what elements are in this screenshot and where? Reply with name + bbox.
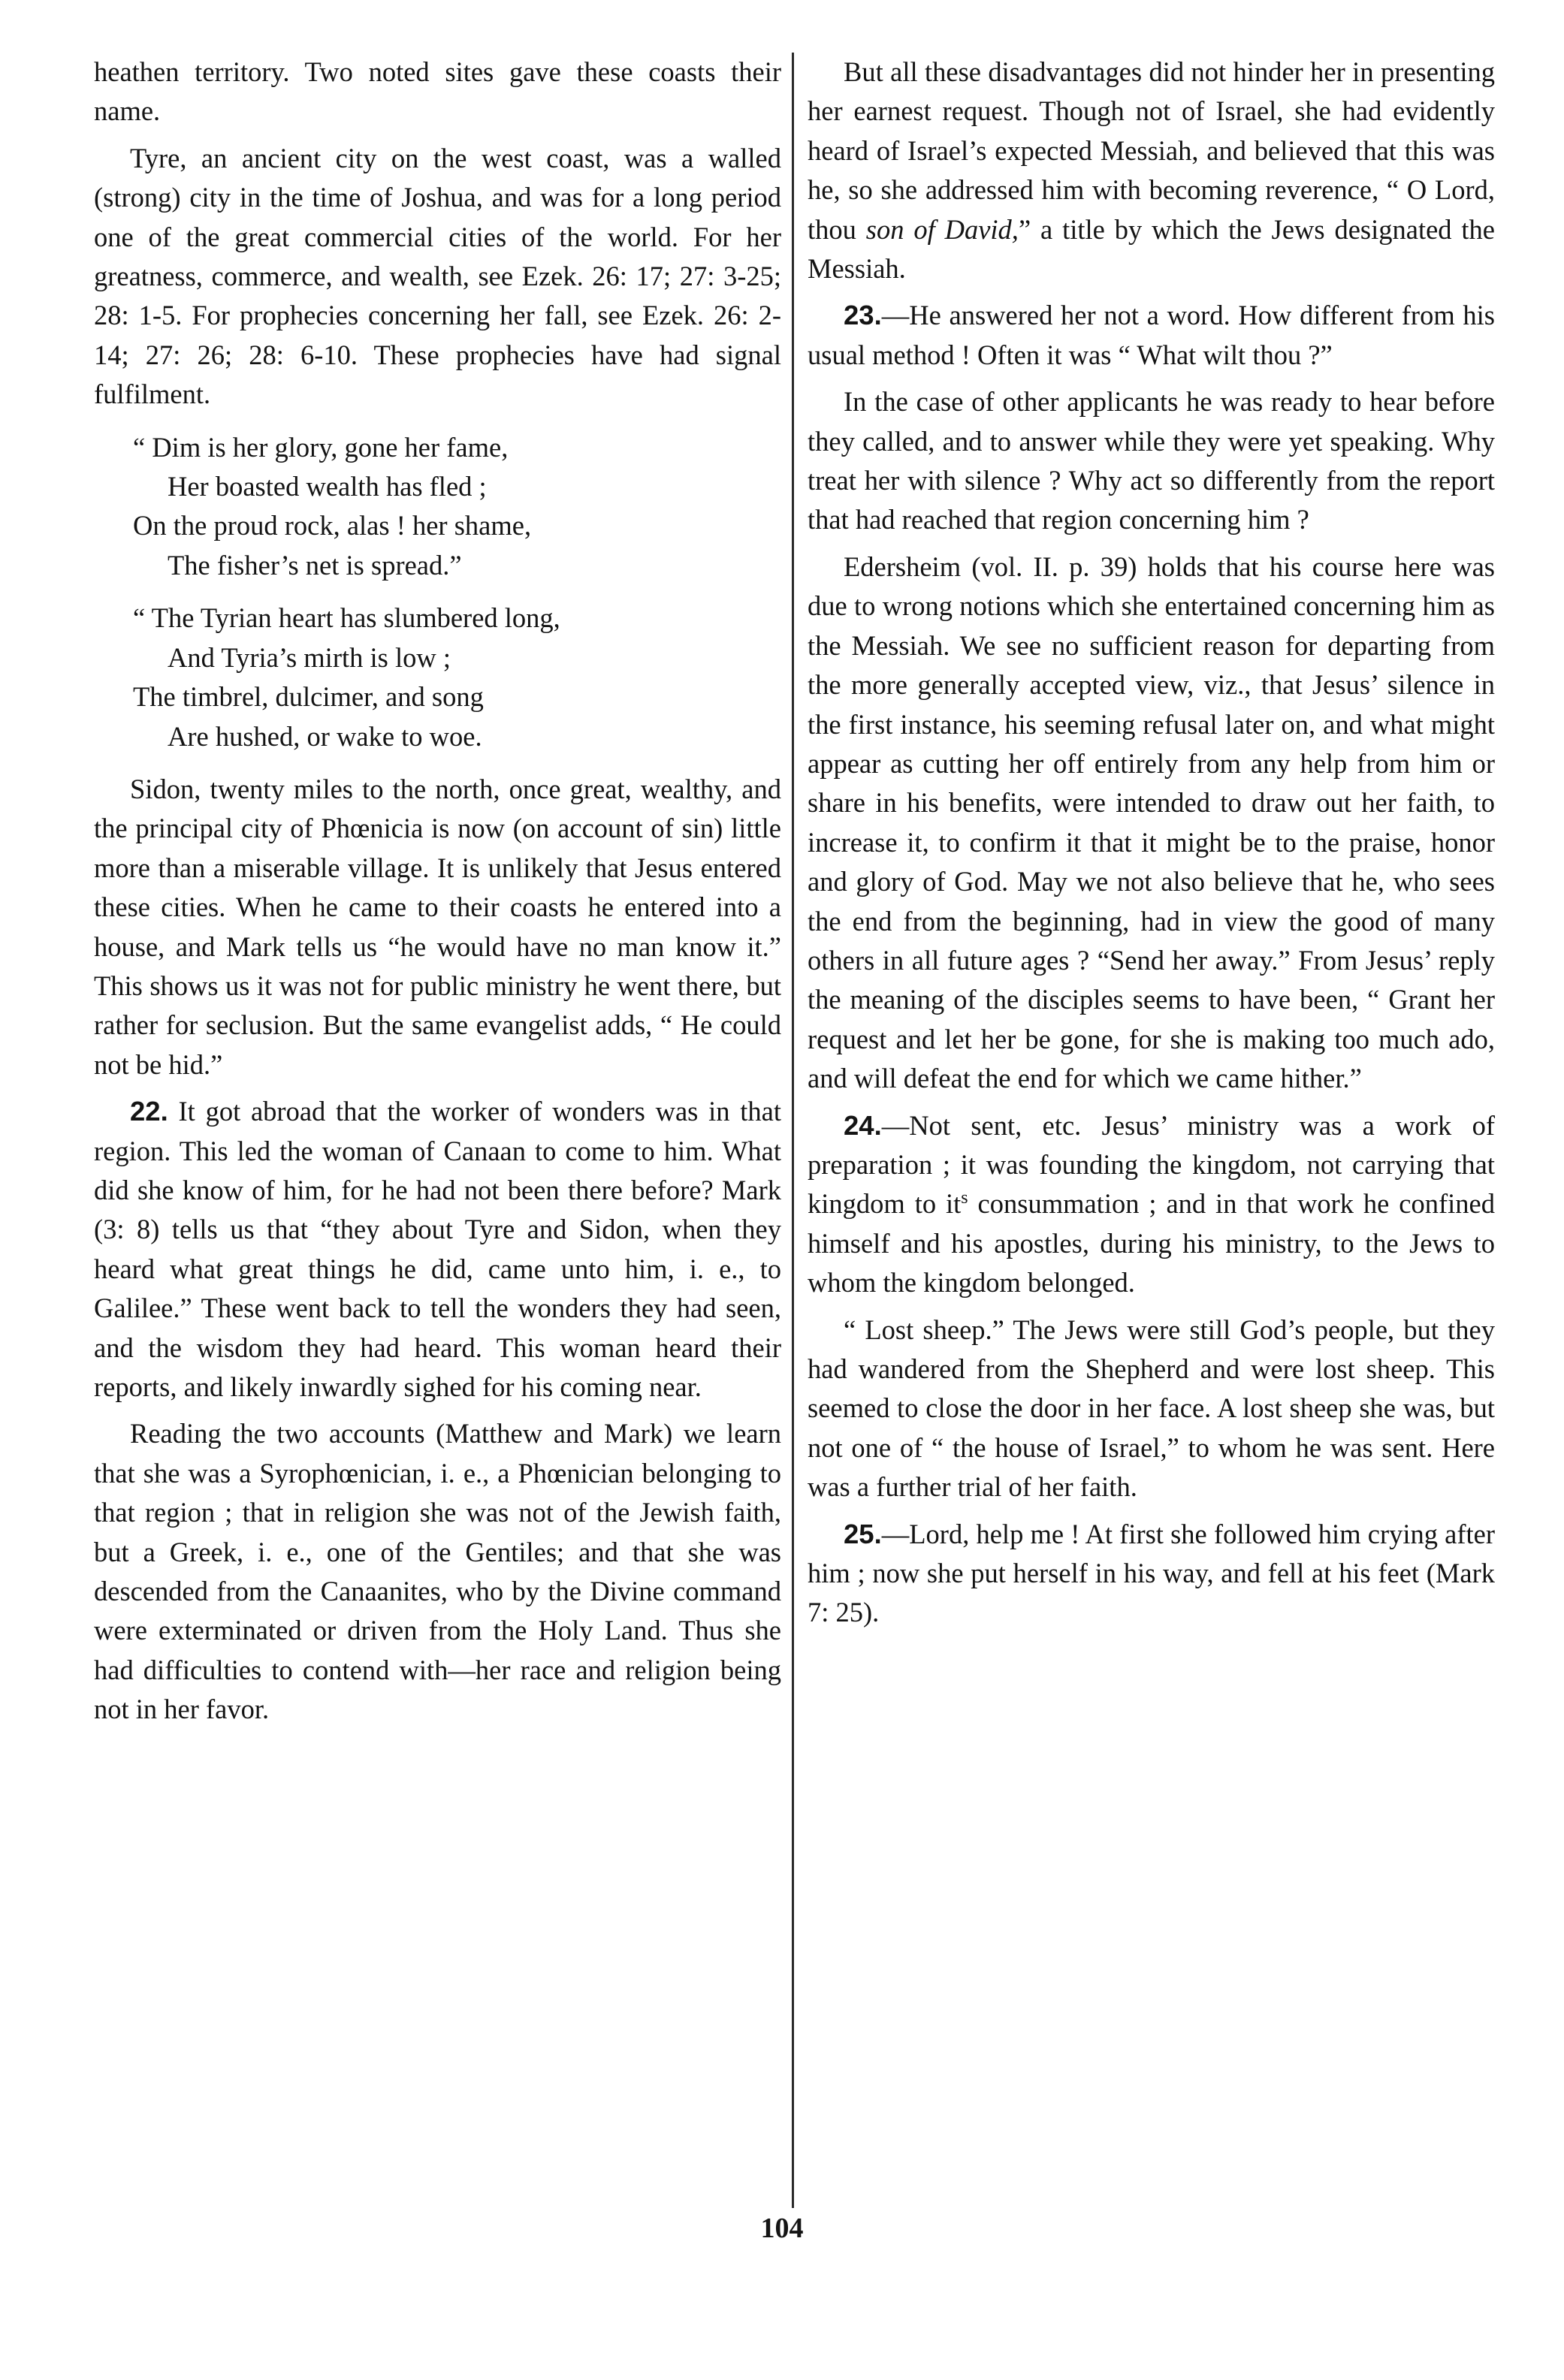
paragraph-text: —Not sent, etc. Jesus’ ministry was a work of preparation ; it was founding the kingdom, not carrying that kingdom to it bbox=[808, 1109, 1495, 1220]
paragraph: Reading the two accounts (Matthew and Mark) we learn that she was a Syrophœnician, i. e., a Phœnician belonging to that region ; that in religion she was not of the Jewish faith, but a Greek, i. e., one of the Gentiles; and that she was descended from the Canaanites, who by the Divine command were exterminated or driven from the Holy Land. Thus she had difficulties to contend with—her race and religion being not in her favor. bbox=[94, 1418, 781, 1725]
left-column bbox=[94, 53, 781, 1737]
paragraph-text: But all these disadvantages did not hinder her in presenting her earnest request. Though not of Israel, she had evidently heard of Israel’s expected Messiah, and believed that this was he, so she addressed him with becoming reverence, “ O Lord, thou bbox=[808, 56, 1495, 245]
poem-line: Her boasted wealth has fled ; bbox=[168, 471, 487, 502]
paragraph: Edersheim (vol. II. p. 39) holds that his course here was due to wrong notions which she entertained concerning him as the Messiah. We see no sufficient reason for departing from the more generally accepted view, viz., that Jesus’ silence in the first instance, his seeming refusal later on, and what might appear as cutting her off entirely from any help from him or share in his benefits, were intended to draw out her faith, to increase it, to confirm it that it might be to the praise, honor and glory of God. May we not also believe that he, who sees the end from the beginning, had in view the good of many others in all future ages ? “Send her away.” From Jesus’ reply the meaning of the disciples seems to have been, “ Grant her request and let her be gone, for she is making too much ado, and will defeat the end for which we came hither.” bbox=[808, 551, 1495, 1094]
paragraph bbox=[808, 296, 1495, 375]
paragraph bbox=[808, 1106, 1495, 1303]
page-number: 104 bbox=[760, 2213, 804, 2244]
italic-phrase: son of David, bbox=[865, 213, 1019, 245]
verse-number: 23. bbox=[844, 300, 882, 331]
poem-line: The timbrel, dulcimer, and song bbox=[133, 681, 484, 713]
poem-stanza bbox=[133, 599, 781, 756]
paragraph: In the case of other applicants he was ready to hear before they called, and to answer while they were yet speaking. Why treat her with silence ? Why act so differently from the report that had reached that region concerning him ? bbox=[808, 386, 1495, 535]
verse-number: 24. bbox=[844, 1109, 882, 1141]
poem-line: Are hushed, or wake to woe. bbox=[168, 720, 482, 752]
paragraph-text: —He answered her not a word. How different from his usual method ! Often it was “ What wilt thou ?” bbox=[808, 300, 1495, 370]
poem-line: On the proud rock, alas ! her shame, bbox=[133, 510, 532, 541]
poem-line: And Tyria’s mirth is low ; bbox=[168, 641, 451, 673]
superscript: s bbox=[961, 1188, 968, 1208]
poem-stanza bbox=[133, 428, 781, 586]
paragraph-text: ” a title by which the Jews designated the Messiah. bbox=[808, 213, 1495, 285]
paragraph bbox=[808, 1515, 1495, 1633]
right-column bbox=[808, 53, 1495, 1640]
paragraph: Tyre, an ancient city on the west coast, was a walled (strong) city in the time of Joshua, and was for a long period one of the great commercial cities of the world. For her greatness, commerce, and wealth, see Ezek. 26: 17; 27: 3-25; 28: 1-5. For prophecies concerning her fall, see Ezek. 26: 2-14; 27: 26; 28: 6-10. These prophecies have had signal fulfilment. bbox=[94, 142, 781, 410]
paragraph: “ Lost sheep.” The Jews were still God’s people, but they had wandered from the Shepherd and were lost sheep. This seemed to close the door in her face. A lost sheep she was, but not one of “ the house of Israel,” to whom he was sent. Here was a further trial of her faith. bbox=[808, 1314, 1495, 1503]
paragraph: heathen territory. Two noted sites gave these coasts their name. bbox=[94, 56, 781, 127]
verse-number: 22. bbox=[130, 1096, 168, 1127]
paragraph bbox=[94, 1092, 781, 1407]
verse-number: 25. bbox=[844, 1518, 882, 1549]
paragraph-text: It got abroad that the worker of wonders was in that region. This led the woman of Canaan to come to him. What did she know of him, for he had not been there before? Mark (3: 8) tells us that “they about Tyre and Sidon, when they heard what great things he did, came unto him, i. e., to Galilee.” These went back to tell the wonders they had seen, and the wisdom they had heard. This woman heard their reports, and likely inwardly sighed for his coming near. bbox=[94, 1096, 781, 1402]
poem-line: “ Dim is her glory, gone her fame, bbox=[133, 431, 509, 463]
paragraph: Sidon, twenty miles to the north, once great, wealthy, and the principal city of Phœnicia is now (on account of sin) little more than a miserable village. It is unlikely that Jesus entered these cities. When he came to their coasts he entered into a house, and Mark tells us “he would have no man know it.” This shows us it was not for public ministry he went there, but rather for seclusion. But the same evangelist adds, “ He could not be hid.” bbox=[94, 773, 781, 1080]
paragraph-text: —Lord, help me ! At first she followed him crying after him ; now she put herself in his way, and fell at his feet (Mark 7: 25). bbox=[808, 1518, 1495, 1628]
poem-line: The fisher’s net is spread.” bbox=[168, 549, 462, 581]
poem-line: “ The Tyrian heart has slumbered long, bbox=[133, 602, 560, 634]
column-divider bbox=[792, 53, 794, 2208]
paragraph bbox=[808, 53, 1495, 288]
paragraph-text: consummation ; and in that work he confined himself and his apostles, during his ministry, to the Jews to whom the kingdom belonged. bbox=[808, 1188, 1495, 1299]
